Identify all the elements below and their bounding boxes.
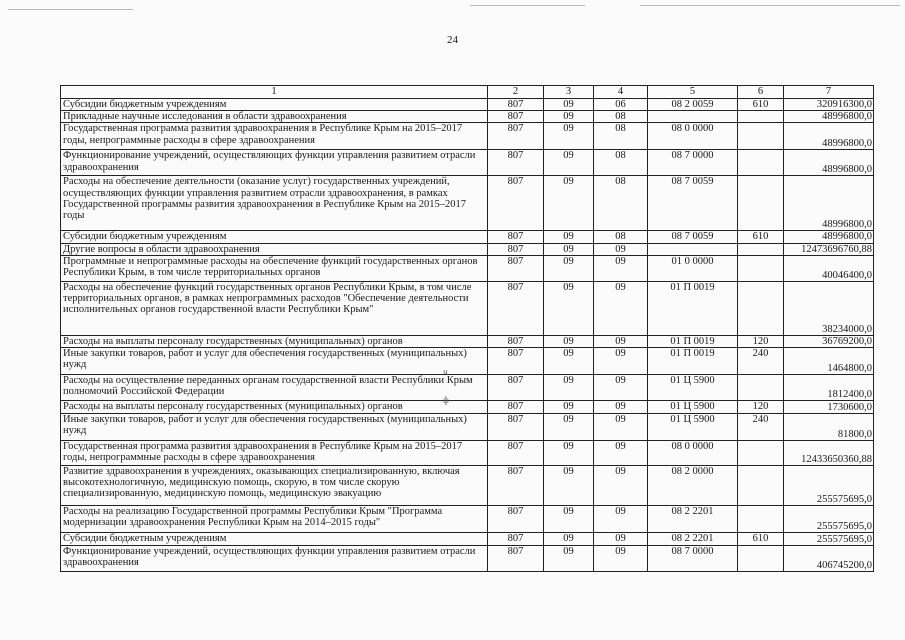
section-cell: 09 <box>544 546 594 572</box>
code-cell: 807 <box>488 150 544 176</box>
row-name-cell: Функционирование учреждений, осуществляющих функции управления развитием отрасли здравоохранения <box>61 150 488 176</box>
expense-type-cell: 120 <box>738 401 784 414</box>
section-cell: 09 <box>544 401 594 414</box>
expense-type-cell <box>738 506 784 533</box>
expense-type-cell <box>738 111 784 123</box>
target-article-cell: 08 0 0000 <box>648 123 738 150</box>
amount-cell: 40046400,0 <box>784 255 874 281</box>
expense-type-cell <box>738 441 784 466</box>
section-cell: 09 <box>544 414 594 441</box>
subsection-cell: 09 <box>594 255 648 281</box>
expense-type-cell <box>738 176 784 231</box>
expense-type-cell: 610 <box>738 231 784 243</box>
subsection-cell: 09 <box>594 414 648 441</box>
code-cell: 807 <box>488 111 544 123</box>
table-row <box>61 348 874 375</box>
table-row <box>61 533 874 546</box>
row-name-cell: Расходы на обеспечение деятельности (оказание услуг) государственных учреждений, осуществляющих функции управления развитием отрасли здравоохранения, в рамках Государственной программы развития здравоохранения в Республике Крым на 2015–2017 годы <box>61 176 488 231</box>
table-row <box>61 546 874 572</box>
column-header: 4 <box>594 86 648 99</box>
amount-cell: 1812400,0 <box>784 375 874 401</box>
amount-cell: 48996800,0 <box>784 111 874 123</box>
scan-artifact-line <box>640 5 900 6</box>
section-cell: 09 <box>544 99 594 111</box>
table-row <box>61 176 874 231</box>
table-row <box>61 111 874 123</box>
target-article-cell: 08 7 0000 <box>648 546 738 572</box>
row-name-cell: Иные закупки товаров, работ и услуг для обеспечения государственных (муниципальных) нужд <box>61 348 488 375</box>
target-article-cell: 01 Ц 5900 <box>648 401 738 414</box>
column-header: 6 <box>738 86 784 99</box>
subsection-cell: 09 <box>594 441 648 466</box>
target-article-cell: 08 2 2201 <box>648 533 738 546</box>
row-name-cell: Государственная программа развития здравоохранения в Республике Крым на 2015–2017 годы, непрограммные расходы в сфере здравоохранения <box>61 123 488 150</box>
column-header: 1 <box>61 86 488 99</box>
row-name-cell: Программные и непрограммные расходы на обеспечение функций государственных органов Республики Крым, в том числе территориальных органов <box>61 255 488 281</box>
section-cell: 09 <box>544 231 594 243</box>
table-row <box>61 375 874 401</box>
amount-cell: 48996800,0 <box>784 176 874 231</box>
target-article-cell: 08 2 0059 <box>648 99 738 111</box>
table-row <box>61 401 874 414</box>
table-row <box>61 335 874 347</box>
table-row <box>61 150 874 176</box>
amount-cell: 38234000,0 <box>784 281 874 335</box>
page-number: 24 <box>447 34 458 46</box>
target-article-cell: 01 П 0019 <box>648 335 738 347</box>
table-row <box>61 123 874 150</box>
subsection-cell: 09 <box>594 401 648 414</box>
subsection-cell: 08 <box>594 231 648 243</box>
section-cell: 09 <box>544 335 594 347</box>
code-cell: 807 <box>488 99 544 111</box>
amount-cell: 48996800,0 <box>784 231 874 243</box>
subsection-cell: 09 <box>594 546 648 572</box>
target-article-cell <box>648 243 738 255</box>
row-name-cell: Расходы на реализацию Государственной программы Республики Крым "Программа модернизации здравоохранения Республики Крым на 2014–2015 годы" <box>61 506 488 533</box>
section-cell: 09 <box>544 123 594 150</box>
row-name-cell: Функционирование учреждений, осуществляющих функции управления развитием отрасли здравоохранения <box>61 546 488 572</box>
target-article-cell: 01 Ц 5900 <box>648 375 738 401</box>
section-cell: 09 <box>544 176 594 231</box>
row-name-cell: Субсидии бюджетным учреждениям <box>61 231 488 243</box>
column-header: 5 <box>648 86 738 99</box>
subsection-cell: 09 <box>594 375 648 401</box>
code-cell: 807 <box>488 506 544 533</box>
amount-cell: 1730600,0 <box>784 401 874 414</box>
row-name-cell: Расходы на выплаты персоналу государственных (муниципальных) органов <box>61 401 488 414</box>
subsection-cell: 09 <box>594 243 648 255</box>
budget-table <box>60 85 874 572</box>
subsection-cell: 09 <box>594 281 648 335</box>
margin-mark: ч <box>443 367 448 377</box>
table-row <box>61 506 874 533</box>
target-article-cell: 08 2 2201 <box>648 506 738 533</box>
code-cell: 807 <box>488 335 544 347</box>
column-header: 7 <box>784 86 874 99</box>
code-cell: 807 <box>488 176 544 231</box>
amount-cell: 255575695,0 <box>784 506 874 533</box>
amount-cell: 81800,0 <box>784 414 874 441</box>
expense-type-cell <box>738 281 784 335</box>
subsection-cell: 06 <box>594 99 648 111</box>
section-cell: 09 <box>544 255 594 281</box>
code-cell: 807 <box>488 375 544 401</box>
scan-artifact-line <box>470 5 585 6</box>
section-cell: 09 <box>544 506 594 533</box>
amount-cell: 255575695,0 <box>784 533 874 546</box>
table-body <box>61 99 874 572</box>
expense-type-cell: 120 <box>738 335 784 347</box>
row-name-cell: Расходы на обеспечение функций государственных органов Республики Крым, в том числе территориальных органов, в рамках непрограммных расходов "Обеспечение деятельности исполнительных органов государственной власти Республики Крым" <box>61 281 488 335</box>
amount-cell: 36769200,0 <box>784 335 874 347</box>
code-cell: 807 <box>488 546 544 572</box>
section-cell: 09 <box>544 375 594 401</box>
code-cell: 807 <box>488 123 544 150</box>
section-cell: 09 <box>544 243 594 255</box>
expense-type-cell <box>738 123 784 150</box>
code-cell: 807 <box>488 231 544 243</box>
target-article-cell: 08 7 0059 <box>648 231 738 243</box>
table-row <box>61 243 874 255</box>
code-cell: 807 <box>488 466 544 506</box>
subsection-cell: 09 <box>594 466 648 506</box>
column-header: 2 <box>488 86 544 99</box>
section-cell: 09 <box>544 348 594 375</box>
row-name-cell: Субсидии бюджетным учреждениям <box>61 99 488 111</box>
amount-cell: 48996800,0 <box>784 123 874 150</box>
table-row <box>61 255 874 281</box>
expense-type-cell: 610 <box>738 99 784 111</box>
table-row <box>61 99 874 111</box>
expense-type-cell <box>738 466 784 506</box>
target-article-cell: 01 0 0000 <box>648 255 738 281</box>
table-row <box>61 466 874 506</box>
table-row <box>61 231 874 243</box>
section-cell: 09 <box>544 533 594 546</box>
row-name-cell: Развитие здравоохранения в учреждениях, оказывающих специализированную, включая высокотехнологичную, медицинскую помощь, скорую, в том числе скорую специализированную, медицинскую помощь, медицинскую эвакуацию <box>61 466 488 506</box>
margin-mark: ф <box>443 395 449 405</box>
table-row <box>61 441 874 466</box>
target-article-cell <box>648 111 738 123</box>
amount-cell: 12433650360,88 <box>784 441 874 466</box>
row-name-cell: Расходы на осуществление переданных органам государственной власти Республики Крым полномочий Российской Федерации <box>61 375 488 401</box>
column-header: 3 <box>544 86 594 99</box>
header-row <box>61 86 874 99</box>
target-article-cell: 01 П 0019 <box>648 281 738 335</box>
row-name-cell: Расходы на выплаты персоналу государственных (муниципальных) органов <box>61 335 488 347</box>
section-cell: 09 <box>544 466 594 506</box>
expense-type-cell <box>738 255 784 281</box>
code-cell: 807 <box>488 533 544 546</box>
row-name-cell: Другие вопросы в области здравоохранения <box>61 243 488 255</box>
target-article-cell: 01 Ц 5900 <box>648 414 738 441</box>
amount-cell: 1464800,0 <box>784 348 874 375</box>
expense-type-cell <box>738 546 784 572</box>
subsection-cell: 08 <box>594 176 648 231</box>
target-article-cell: 08 0 0000 <box>648 441 738 466</box>
code-cell: 807 <box>488 441 544 466</box>
section-cell: 09 <box>544 111 594 123</box>
subsection-cell: 08 <box>594 123 648 150</box>
expense-type-cell: 240 <box>738 348 784 375</box>
section-cell: 09 <box>544 441 594 466</box>
section-cell: 09 <box>544 150 594 176</box>
code-cell: 807 <box>488 255 544 281</box>
expense-type-cell <box>738 150 784 176</box>
amount-cell: 406745200,0 <box>784 546 874 572</box>
table-row <box>61 281 874 335</box>
row-name-cell: Прикладные научные исследования в области здравоохранения <box>61 111 488 123</box>
target-article-cell: 08 2 0000 <box>648 466 738 506</box>
code-cell: 807 <box>488 414 544 441</box>
scan-artifact-line <box>8 9 133 10</box>
subsection-cell: 09 <box>594 506 648 533</box>
code-cell: 807 <box>488 281 544 335</box>
subsection-cell: 08 <box>594 111 648 123</box>
subsection-cell: 09 <box>594 335 648 347</box>
target-article-cell: 08 7 0000 <box>648 150 738 176</box>
subsection-cell: 09 <box>594 348 648 375</box>
expense-type-cell <box>738 243 784 255</box>
expense-type-cell: 610 <box>738 533 784 546</box>
code-cell: 807 <box>488 401 544 414</box>
section-cell: 09 <box>544 281 594 335</box>
subsection-cell: 09 <box>594 533 648 546</box>
table-row <box>61 414 874 441</box>
amount-cell: 48996800,0 <box>784 150 874 176</box>
code-cell: 807 <box>488 243 544 255</box>
amount-cell: 320916300,0 <box>784 99 874 111</box>
subsection-cell: 08 <box>594 150 648 176</box>
expense-type-cell <box>738 375 784 401</box>
amount-cell: 255575695,0 <box>784 466 874 506</box>
code-cell: 807 <box>488 348 544 375</box>
expense-type-cell: 240 <box>738 414 784 441</box>
target-article-cell: 01 П 0019 <box>648 348 738 375</box>
row-name-cell: Государственная программа развития здравоохранения в Республике Крым на 2015–2017 годы, непрограммные расходы в сфере здравоохранения <box>61 441 488 466</box>
target-article-cell: 08 7 0059 <box>648 176 738 231</box>
row-name-cell: Субсидии бюджетным учреждениям <box>61 533 488 546</box>
amount-cell: 12473696760,88 <box>784 243 874 255</box>
row-name-cell: Иные закупки товаров, работ и услуг для обеспечения государственных (муниципальных) нужд <box>61 414 488 441</box>
